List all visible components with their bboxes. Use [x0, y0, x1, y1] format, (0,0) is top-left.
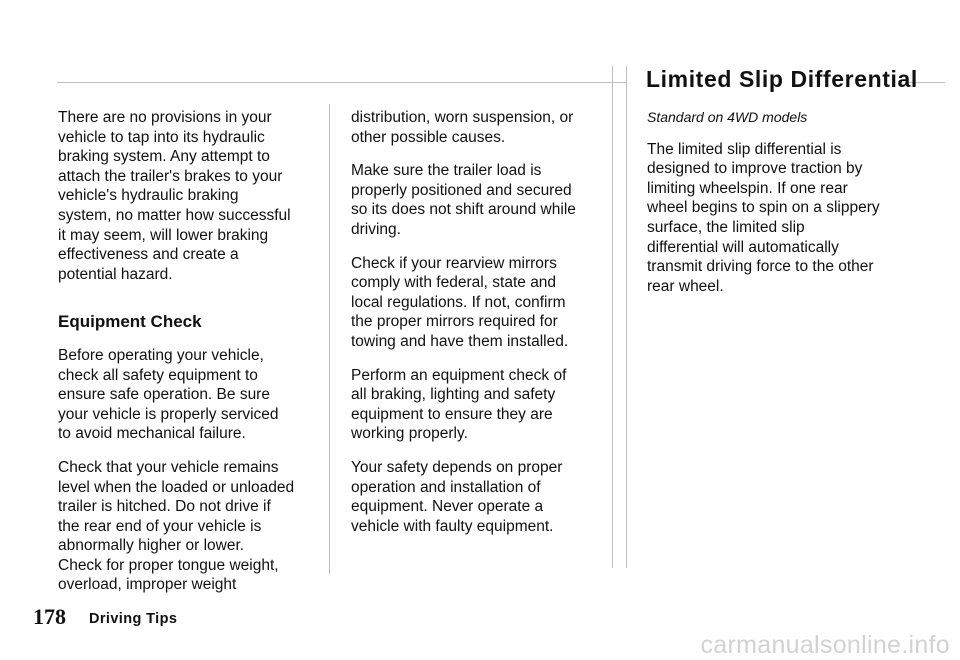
- left-column: [58, 108, 323, 609]
- top-rule: [57, 82, 627, 83]
- section-name: Driving Tips: [89, 611, 178, 627]
- watermark: carmanualsonline.info: [700, 631, 950, 659]
- limited-slip-paragraph: The limited slip differential is designed to improve traction by limiting wheelspin. If one rear wheel begins to spin on a slippery surface, the limited slip differential will automatically transmit driving force to the other rear wheel.: [647, 140, 880, 295]
- page-number: 178: [33, 604, 66, 629]
- equipment-check-perform-paragraph: Perform an equipment check of all braking, lighting and safety equipment to ensure they are working properly.: [351, 366, 567, 443]
- middle-column: [351, 108, 616, 550]
- level-check-paragraph: Check that your vehicle remains level when the loaded or unloaded trailer is hitched. Do not drive if the rear end of your vehicle is abnormally higher or lower. Check for proper tongue weight, overload, improper weight: [58, 458, 295, 594]
- mirrors-paragraph: Check if your rearview mirrors comply with federal, state and local regulations. If not, confirm the proper mirrors required for towing and have them installed.: [351, 254, 569, 350]
- column-divider-left: [329, 104, 330, 574]
- equipment-check-heading: Equipment Check: [58, 312, 202, 332]
- right-column: [647, 108, 917, 310]
- limited-slip-heading: Limited Slip Differential: [646, 66, 918, 92]
- limited-slip-subtitle: Standard on 4WD models: [647, 109, 808, 125]
- distribution-paragraph: distribution, worn suspension, or other possible causes.: [351, 109, 574, 146]
- hydraulic-brake-paragraph: There are no provisions in your vehicle to tap into its hydraulic braking system. Any attempt to attach the trailer's brakes to your vehicle's hydraulic braking system, no matter how successful it may seem, will lower braking effectiveness and create a potential hazard.: [58, 109, 291, 283]
- safety-paragraph: Your safety depends on proper operation and installation of equipment. Never operate a vehicle with faulty equipment.: [351, 458, 563, 535]
- equipment-check-paragraph: Before operating your vehicle, check all safety equipment to ensure safe operation. Be sure your vehicle is properly serviced to avoid mechanical failure.: [58, 346, 279, 443]
- column-divider-right-b: [626, 66, 627, 568]
- trailer-load-paragraph: Make sure the trailer load is properly positioned and secured so its does not shift around while driving.: [351, 162, 576, 238]
